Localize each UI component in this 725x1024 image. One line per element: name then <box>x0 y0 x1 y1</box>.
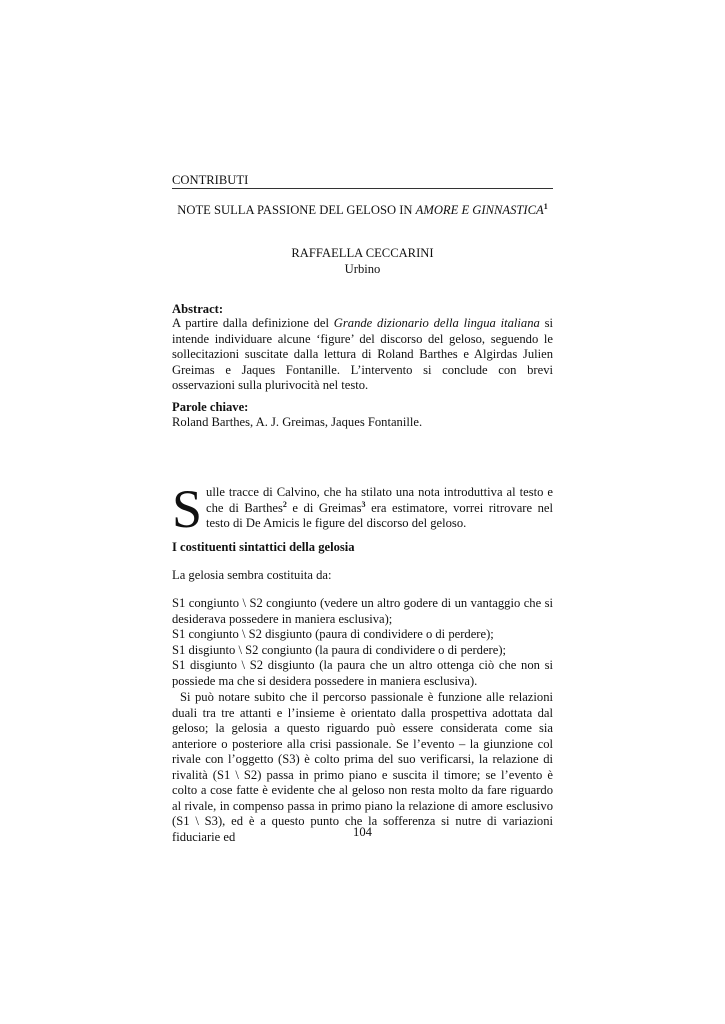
abstract-heading: Abstract: <box>172 302 224 316</box>
keywords-text: Roland Barthes, A. J. Greimas, Jaques Fontanille. <box>172 415 423 429</box>
intro-text-2: e di Greimas <box>286 500 362 515</box>
author-name: RAFFAELLA CECCARINI <box>291 246 434 260</box>
intro-text-3: era estimatore, vorrei ritrovare nel testo di De Amicis le figure del discorso del geloso. <box>206 500 554 530</box>
abstract-text-start: A partire dalla definizione del <box>172 316 334 330</box>
article-title <box>172 203 553 219</box>
body-paragraph: Si può notare subito che il percorso passionale è funzione alle relazioni duali tra tre attanti e l’insieme è orientato dalla prospettiva adottata dal geloso; la gelosia a questo riguardo può essere considerata come sia anteriore o posteriore alla crisi passionale. Se l’evento – la giunzione col rivale con l’oggetto (S3) è colto prima del suo verificarsi, la relazione di rivalità (S1 \ S2) passa in primo piano e suscita il timore; se l’evento è colto a cose fatte è evidente che al geloso non resta molto da fare riguardo al rivale, in compenso passa in primo piano la relazione di amore esclusivo (S1 \ S3), ed è a questo punto che la sofferenza si nutre di variazioni fiduciarie ed <box>172 690 553 844</box>
keywords-heading: Parole chiave: <box>172 400 249 414</box>
title-main: NOTE SULLA PASSIONE DEL GELOSO IN <box>177 203 416 217</box>
author-block <box>172 246 553 277</box>
abstract-text-end: si intende individuare alcune ‘figure’ del discorso del geloso, seguendo le sollecitazioni suscitate dalla lettura di Roland Barthes e Algirdas Julien Greimas e Jaques Fontanille. L’intervento si conclude con brevi osservazioni sulla plurivocità nel testo. <box>172 316 553 392</box>
footnote-ref-2: 2 <box>282 499 287 509</box>
section-label: CONTRIBUTI <box>172 174 553 189</box>
list-item: S1 congiunto \ S2 congiunto (vedere un altro godere di un vantaggio che si desiderava possedere in maniera esclusiva); <box>172 596 553 626</box>
intro-paragraph <box>172 479 554 539</box>
footnote-ref-3: 3 <box>361 499 366 509</box>
section-heading: I costituenti sintattici della gelosia <box>172 540 355 554</box>
drop-cap: S <box>172 479 203 539</box>
title-italic: AMORE E GINNASTICA <box>415 203 544 217</box>
page-number: 104 <box>353 825 372 839</box>
list-item: S1 disgiunto \ S2 congiunto (la paura di condividere o di perdere); <box>172 642 507 657</box>
list-item: S1 disgiunto \ S2 disgiunto (la paura che un altro ottenga ciò che non si possiede ma che si desidera possedere in maniera esclusiva). <box>172 658 553 688</box>
intro-text-1: ulle tracce di Calvino, che ha stilato una nota introduttiva al testo e che di Barthes <box>206 485 553 515</box>
constituents-list <box>172 596 553 689</box>
abstract-text <box>172 316 553 394</box>
section-lead: La gelosia sembra costituita da: <box>172 568 332 582</box>
footnote-ref-1: 1 <box>543 201 548 211</box>
list-item: S1 congiunto \ S2 disgiunto (paura di condividere o di perdere); <box>172 627 494 641</box>
dictionary-title: Grande dizionario della lingua italiana <box>333 316 540 330</box>
author-affiliation: Urbino <box>344 261 381 276</box>
